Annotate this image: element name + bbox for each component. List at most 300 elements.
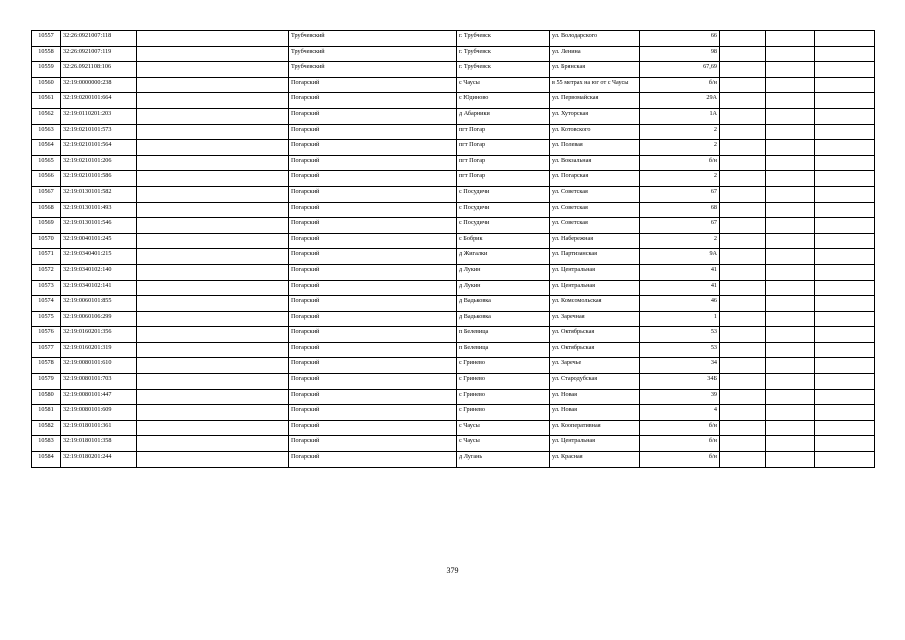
house-number-cell: б/н <box>640 77 720 93</box>
cadastral-number-cell: 32:19:0210101:573 <box>61 124 137 140</box>
empty-cell <box>137 405 289 421</box>
district-cell: Погарский <box>289 155 457 171</box>
street-cell: ул. Октябрьская <box>550 342 640 358</box>
empty-cell <box>815 249 875 265</box>
empty-cell <box>137 93 289 109</box>
empty-cell <box>766 186 815 202</box>
empty-cell <box>720 202 766 218</box>
empty-cell <box>137 186 289 202</box>
house-number-cell: 1 <box>640 311 720 327</box>
settlement-cell: д Вадьковка <box>457 311 550 327</box>
district-cell: Погарский <box>289 218 457 234</box>
table-row <box>32 405 875 421</box>
table-row <box>32 249 875 265</box>
empty-cell <box>815 202 875 218</box>
house-number-cell: 41 <box>640 264 720 280</box>
cadastral-number-cell: 32:26.0921108:106 <box>61 62 137 78</box>
table-row <box>32 140 875 156</box>
district-cell: Погарский <box>289 186 457 202</box>
empty-cell <box>766 452 815 468</box>
settlement-cell: д Лукин <box>457 264 550 280</box>
row-number-cell: 10558 <box>32 46 61 62</box>
empty-cell <box>815 31 875 47</box>
settlement-cell: п Белевица <box>457 342 550 358</box>
cadastral-number-cell: 32:19:0210101:206 <box>61 155 137 171</box>
row-number-cell: 10581 <box>32 405 61 421</box>
empty-cell <box>766 311 815 327</box>
settlement-cell: д Абарники <box>457 108 550 124</box>
page-number: 379 <box>446 566 459 575</box>
table-row <box>32 186 875 202</box>
row-number-cell: 10577 <box>32 342 61 358</box>
empty-cell <box>766 202 815 218</box>
empty-cell <box>137 452 289 468</box>
empty-cell <box>815 342 875 358</box>
empty-cell <box>766 327 815 343</box>
empty-cell <box>766 77 815 93</box>
street-cell: ул. Ленина <box>550 46 640 62</box>
settlement-cell: с Чаусы <box>457 420 550 436</box>
empty-cell <box>137 374 289 390</box>
street-cell: ул. Погарская <box>550 171 640 187</box>
cadastral-number-cell: 32:19:0210101:586 <box>61 171 137 187</box>
empty-cell <box>766 280 815 296</box>
empty-cell <box>766 62 815 78</box>
house-number-cell: 34Б <box>640 374 720 390</box>
settlement-cell: д Лугань <box>457 452 550 468</box>
cadastral-number-cell: 32:19:0340102:141 <box>61 280 137 296</box>
empty-cell <box>815 93 875 109</box>
street-cell: ул. Стародубская <box>550 374 640 390</box>
settlement-cell: с Гринево <box>457 405 550 421</box>
empty-cell <box>137 46 289 62</box>
house-number-cell: б/н <box>640 420 720 436</box>
empty-cell <box>137 420 289 436</box>
settlement-cell: пгт Погар <box>457 171 550 187</box>
table-row <box>32 296 875 312</box>
empty-cell <box>137 218 289 234</box>
table-row <box>32 31 875 47</box>
district-cell: Погарский <box>289 296 457 312</box>
table-row <box>32 218 875 234</box>
empty-cell <box>815 436 875 452</box>
settlement-cell: пгт Погар <box>457 124 550 140</box>
row-number-cell: 10579 <box>32 374 61 390</box>
empty-cell <box>720 233 766 249</box>
empty-cell <box>815 108 875 124</box>
empty-cell <box>720 186 766 202</box>
empty-cell <box>720 62 766 78</box>
row-number-cell: 10572 <box>32 264 61 280</box>
street-cell: ул. Комсомольская <box>550 296 640 312</box>
empty-cell <box>720 296 766 312</box>
district-cell: Трубчевский <box>289 62 457 78</box>
empty-cell <box>720 155 766 171</box>
settlement-cell: г. Трубчевск <box>457 46 550 62</box>
cadastral-number-cell: 32:19:0080101:447 <box>61 389 137 405</box>
empty-cell <box>766 155 815 171</box>
empty-cell <box>137 249 289 265</box>
empty-cell <box>815 124 875 140</box>
empty-cell <box>815 233 875 249</box>
street-cell: ул. Володарского <box>550 31 640 47</box>
empty-cell <box>815 155 875 171</box>
row-number-cell: 10566 <box>32 171 61 187</box>
empty-cell <box>720 405 766 421</box>
empty-cell <box>815 62 875 78</box>
row-number-cell: 10582 <box>32 420 61 436</box>
row-number-cell: 10570 <box>32 233 61 249</box>
table-row <box>32 171 875 187</box>
district-cell: Погарский <box>289 358 457 374</box>
registry-table <box>31 30 875 468</box>
district-cell: Погарский <box>289 93 457 109</box>
house-number-cell: 4 <box>640 405 720 421</box>
empty-cell <box>815 420 875 436</box>
empty-cell <box>720 389 766 405</box>
street-cell: ул. Полевая <box>550 140 640 156</box>
empty-cell <box>720 436 766 452</box>
row-number-cell: 10580 <box>32 389 61 405</box>
district-cell: Погарский <box>289 436 457 452</box>
table-row <box>32 358 875 374</box>
empty-cell <box>720 452 766 468</box>
district-cell: Погарский <box>289 420 457 436</box>
empty-cell <box>815 171 875 187</box>
empty-cell <box>137 140 289 156</box>
empty-cell <box>720 342 766 358</box>
house-number-cell: 66 <box>640 31 720 47</box>
street-cell: ул. Центральная <box>550 280 640 296</box>
settlement-cell: п Белевица <box>457 327 550 343</box>
empty-cell <box>720 249 766 265</box>
table-row <box>32 280 875 296</box>
street-cell: ул. Советская <box>550 202 640 218</box>
settlement-cell: с Чаусы <box>457 77 550 93</box>
empty-cell <box>766 218 815 234</box>
district-cell: Погарский <box>289 124 457 140</box>
empty-cell <box>720 77 766 93</box>
row-number-cell: 10575 <box>32 311 61 327</box>
house-number-cell: 2 <box>640 233 720 249</box>
empty-cell <box>137 389 289 405</box>
cadastral-number-cell: 32:19:0160201:319 <box>61 342 137 358</box>
empty-cell <box>720 171 766 187</box>
settlement-cell: г. Трубчевск <box>457 31 550 47</box>
empty-cell <box>815 405 875 421</box>
empty-cell <box>766 358 815 374</box>
empty-cell <box>766 93 815 109</box>
row-number-cell: 10563 <box>32 124 61 140</box>
settlement-cell: с Гринево <box>457 358 550 374</box>
settlement-cell: пгт Погар <box>457 155 550 171</box>
table-row <box>32 342 875 358</box>
row-number-cell: 10583 <box>32 436 61 452</box>
empty-cell <box>766 420 815 436</box>
empty-cell <box>815 358 875 374</box>
house-number-cell: 53 <box>640 327 720 343</box>
table-row <box>32 389 875 405</box>
empty-cell <box>815 77 875 93</box>
empty-cell <box>766 342 815 358</box>
empty-cell <box>766 171 815 187</box>
empty-cell <box>137 202 289 218</box>
house-number-cell: б/н <box>640 452 720 468</box>
table-row <box>32 108 875 124</box>
empty-cell <box>720 108 766 124</box>
district-cell: Погарский <box>289 233 457 249</box>
empty-cell <box>815 327 875 343</box>
cadastral-number-cell: 32:19:0180201:244 <box>61 452 137 468</box>
empty-cell <box>766 264 815 280</box>
cadastral-number-cell: 32:19:0130101:582 <box>61 186 137 202</box>
street-cell: ул. Брянская <box>550 62 640 78</box>
settlement-cell: д Лукин <box>457 280 550 296</box>
street-cell: ул. Советская <box>550 186 640 202</box>
empty-cell <box>137 327 289 343</box>
empty-cell <box>137 124 289 140</box>
settlement-cell: д Жигалки <box>457 249 550 265</box>
street-cell: ул. Хуторская <box>550 108 640 124</box>
row-number-cell: 10571 <box>32 249 61 265</box>
settlement-cell: с Посудичи <box>457 202 550 218</box>
house-number-cell: 1А <box>640 108 720 124</box>
district-cell: Трубчевский <box>289 46 457 62</box>
empty-cell <box>720 31 766 47</box>
cadastral-number-cell: 32:19:0180101:361 <box>61 420 137 436</box>
table-row <box>32 93 875 109</box>
district-cell: Погарский <box>289 280 457 296</box>
cadastral-number-cell: 32:19:0200101:664 <box>61 93 137 109</box>
district-cell: Погарский <box>289 171 457 187</box>
street-cell: ул. Заречная <box>550 311 640 327</box>
cadastral-number-cell: 32:19:0130101:493 <box>61 202 137 218</box>
street-cell: в 55 метрах на юг от с Чаусы <box>550 77 640 93</box>
table-row <box>32 327 875 343</box>
house-number-cell: 53 <box>640 342 720 358</box>
empty-cell <box>766 436 815 452</box>
empty-cell <box>766 249 815 265</box>
empty-cell <box>137 311 289 327</box>
empty-cell <box>766 405 815 421</box>
cadastral-number-cell: 32:19:0060101:855 <box>61 296 137 312</box>
row-number-cell: 10559 <box>32 62 61 78</box>
settlement-cell: д Вадьковка <box>457 296 550 312</box>
empty-cell <box>766 140 815 156</box>
empty-cell <box>815 264 875 280</box>
row-number-cell: 10573 <box>32 280 61 296</box>
empty-cell <box>815 296 875 312</box>
cadastral-number-cell: 32:26:0921007:119 <box>61 46 137 62</box>
settlement-cell: пгт Погар <box>457 140 550 156</box>
street-cell: ул. Центральная <box>550 264 640 280</box>
empty-cell <box>815 311 875 327</box>
empty-cell <box>720 218 766 234</box>
table-row <box>32 77 875 93</box>
district-cell: Погарский <box>289 311 457 327</box>
table-row <box>32 264 875 280</box>
street-cell: ул. Заречье <box>550 358 640 374</box>
house-number-cell: 39 <box>640 389 720 405</box>
row-number-cell: 10567 <box>32 186 61 202</box>
district-cell: Погарский <box>289 342 457 358</box>
street-cell: ул. Октябрьская <box>550 327 640 343</box>
empty-cell <box>720 46 766 62</box>
cadastral-number-cell: 32:19:0130101:546 <box>61 218 137 234</box>
empty-cell <box>137 233 289 249</box>
empty-cell <box>137 31 289 47</box>
settlement-cell: с Бобрик <box>457 233 550 249</box>
empty-cell <box>720 374 766 390</box>
house-number-cell: 29А <box>640 93 720 109</box>
empty-cell <box>815 186 875 202</box>
settlement-cell: с Чаусы <box>457 436 550 452</box>
row-number-cell: 10564 <box>32 140 61 156</box>
street-cell: ул. Новая <box>550 389 640 405</box>
table-row <box>32 436 875 452</box>
empty-cell <box>137 171 289 187</box>
settlement-cell: с Посудичи <box>457 218 550 234</box>
empty-cell <box>137 342 289 358</box>
district-cell: Погарский <box>289 452 457 468</box>
district-cell: Погарский <box>289 108 457 124</box>
empty-cell <box>720 140 766 156</box>
empty-cell <box>766 124 815 140</box>
house-number-cell: 67,69 <box>640 62 720 78</box>
empty-cell <box>137 77 289 93</box>
street-cell: ул. Набережная <box>550 233 640 249</box>
street-cell: ул. Новая <box>550 405 640 421</box>
empty-cell <box>720 280 766 296</box>
street-cell: ул. Вокзальная <box>550 155 640 171</box>
table-row <box>32 124 875 140</box>
street-cell: ул. Котовского <box>550 124 640 140</box>
house-number-cell: б/н <box>640 155 720 171</box>
table-row <box>32 420 875 436</box>
street-cell: ул. Центральная <box>550 436 640 452</box>
empty-cell <box>137 358 289 374</box>
house-number-cell: б/н <box>640 436 720 452</box>
house-number-cell: 68 <box>640 202 720 218</box>
house-number-cell: 2 <box>640 124 720 140</box>
cadastral-number-cell: 32:19:0080101:610 <box>61 358 137 374</box>
empty-cell <box>766 46 815 62</box>
empty-cell <box>720 311 766 327</box>
empty-cell <box>815 389 875 405</box>
district-cell: Трубчевский <box>289 31 457 47</box>
cadastral-number-cell: 32:19:0340401:215 <box>61 249 137 265</box>
settlement-cell: с Гринево <box>457 374 550 390</box>
house-number-cell: 46 <box>640 296 720 312</box>
table-row <box>32 46 875 62</box>
empty-cell <box>720 358 766 374</box>
empty-cell <box>137 108 289 124</box>
empty-cell <box>815 280 875 296</box>
street-cell: ул. Партизанская <box>550 249 640 265</box>
cadastral-number-cell: 32:19:0110201:203 <box>61 108 137 124</box>
house-number-cell: 2 <box>640 140 720 156</box>
empty-cell <box>766 374 815 390</box>
table-row <box>32 202 875 218</box>
table-row <box>32 155 875 171</box>
district-cell: Погарский <box>289 374 457 390</box>
row-number-cell: 10569 <box>32 218 61 234</box>
district-cell: Погарский <box>289 389 457 405</box>
house-number-cell: 9А <box>640 249 720 265</box>
table-row <box>32 374 875 390</box>
empty-cell <box>766 389 815 405</box>
row-number-cell: 10561 <box>32 93 61 109</box>
empty-cell <box>720 93 766 109</box>
row-number-cell: 10557 <box>32 31 61 47</box>
cadastral-number-cell: 32:19:0000000:238 <box>61 77 137 93</box>
empty-cell <box>766 31 815 47</box>
district-cell: Погарский <box>289 249 457 265</box>
empty-cell <box>137 280 289 296</box>
row-number-cell: 10578 <box>32 358 61 374</box>
empty-cell <box>815 218 875 234</box>
row-number-cell: 10560 <box>32 77 61 93</box>
row-number-cell: 10574 <box>32 296 61 312</box>
empty-cell <box>137 62 289 78</box>
empty-cell <box>720 264 766 280</box>
cadastral-number-cell: 32:19:0180101:358 <box>61 436 137 452</box>
cadastral-number-cell: 32:19:0340102:140 <box>61 264 137 280</box>
street-cell: ул. Советская <box>550 218 640 234</box>
empty-cell <box>720 327 766 343</box>
row-number-cell: 10562 <box>32 108 61 124</box>
table-row <box>32 233 875 249</box>
cadastral-number-cell: 32:26:0921007:118 <box>61 31 137 47</box>
empty-cell <box>766 108 815 124</box>
house-number-cell: 34 <box>640 358 720 374</box>
table-row <box>32 62 875 78</box>
settlement-cell: с Гринево <box>457 389 550 405</box>
empty-cell <box>137 296 289 312</box>
street-cell: ул. Первомайская <box>550 93 640 109</box>
street-cell: ул. Красная <box>550 452 640 468</box>
street-cell: ул. Кооперативная <box>550 420 640 436</box>
empty-cell <box>815 452 875 468</box>
empty-cell <box>137 264 289 280</box>
empty-cell <box>815 374 875 390</box>
settlement-cell: с Посудичи <box>457 186 550 202</box>
house-number-cell: 67 <box>640 218 720 234</box>
house-number-cell: 67 <box>640 186 720 202</box>
district-cell: Погарский <box>289 77 457 93</box>
empty-cell <box>720 420 766 436</box>
cadastral-number-cell: 32:19:0060106:299 <box>61 311 137 327</box>
table-row <box>32 452 875 468</box>
row-number-cell: 10576 <box>32 327 61 343</box>
house-number-cell: 41 <box>640 280 720 296</box>
row-number-cell: 10568 <box>32 202 61 218</box>
row-number-cell: 10565 <box>32 155 61 171</box>
empty-cell <box>137 436 289 452</box>
table-row <box>32 311 875 327</box>
cadastral-number-cell: 32:19:0080101:703 <box>61 374 137 390</box>
district-cell: Погарский <box>289 405 457 421</box>
empty-cell <box>137 155 289 171</box>
district-cell: Погарский <box>289 264 457 280</box>
settlement-cell: г. Трубчевск <box>457 62 550 78</box>
empty-cell <box>766 233 815 249</box>
cadastral-number-cell: 32:19:0210101:564 <box>61 140 137 156</box>
district-cell: Погарский <box>289 140 457 156</box>
district-cell: Погарский <box>289 327 457 343</box>
cadastral-number-cell: 32:19:0080101:609 <box>61 405 137 421</box>
empty-cell <box>815 46 875 62</box>
